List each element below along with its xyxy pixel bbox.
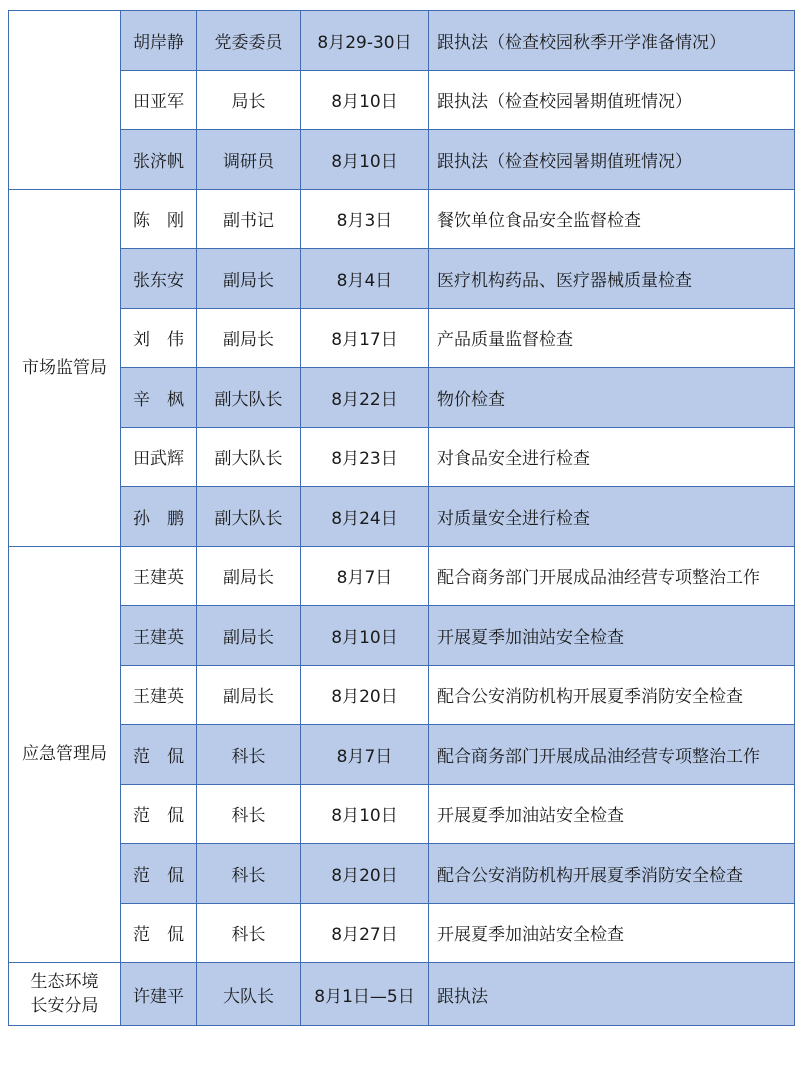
- department-eco-line1: 生态环境: [30, 972, 99, 992]
- table-row: [9, 665, 795, 725]
- position-cell: 副局长: [197, 308, 301, 368]
- position-cell: 局长: [197, 70, 301, 130]
- date-cell: 8月22日: [301, 368, 429, 428]
- date-cell: 8月10日: [301, 70, 429, 130]
- date-cell: 8月10日: [301, 784, 429, 844]
- date-cell: 8月4日: [301, 249, 429, 309]
- name-cell: 范 侃: [121, 903, 197, 963]
- date-cell: 8月10日: [301, 606, 429, 666]
- table-row: [9, 963, 795, 1026]
- name-cell: 胡岸静: [121, 11, 197, 71]
- table-row: [9, 427, 795, 487]
- date-cell: 8月17日: [301, 308, 429, 368]
- task-cell: 开展夏季加油站安全检查: [429, 606, 795, 666]
- name-cell: 王建英: [121, 665, 197, 725]
- position-cell: 科长: [197, 725, 301, 785]
- position-cell: 副局长: [197, 606, 301, 666]
- name-cell: 范 侃: [121, 725, 197, 785]
- date-cell: 8月7日: [301, 725, 429, 785]
- table-row: [9, 487, 795, 547]
- department-eco-line2: 长安分局: [30, 996, 99, 1016]
- name-cell: 范 侃: [121, 844, 197, 904]
- date-cell: 8月24日: [301, 487, 429, 547]
- date-cell: 8月7日: [301, 546, 429, 606]
- name-cell: 辛 枫: [121, 368, 197, 428]
- department-cell-emergency: 应急管理局: [9, 546, 121, 963]
- position-cell: 副大队长: [197, 487, 301, 547]
- date-cell: 8月23日: [301, 427, 429, 487]
- position-cell: 科长: [197, 784, 301, 844]
- table-row: [9, 903, 795, 963]
- task-cell: 物价检查: [429, 368, 795, 428]
- task-cell: 餐饮单位食品安全监督检查: [429, 189, 795, 249]
- task-cell: 跟执法（检查校园秋季开学准备情况）: [429, 11, 795, 71]
- name-cell: 张济帆: [121, 130, 197, 190]
- position-cell: 副局长: [197, 546, 301, 606]
- date-cell: 8月27日: [301, 903, 429, 963]
- date-cell: 8月20日: [301, 665, 429, 725]
- name-cell: 范 侃: [121, 784, 197, 844]
- table-row: [9, 249, 795, 309]
- table-row: [9, 70, 795, 130]
- position-cell: 副书记: [197, 189, 301, 249]
- task-cell: 开展夏季加油站安全检查: [429, 903, 795, 963]
- task-cell: 跟执法（检查校园暑期值班情况）: [429, 130, 795, 190]
- table-row: [9, 368, 795, 428]
- table-row: [9, 725, 795, 785]
- date-cell: 8月10日: [301, 130, 429, 190]
- position-cell: 大队长: [197, 963, 301, 1026]
- position-cell: 副大队长: [197, 368, 301, 428]
- name-cell: 王建英: [121, 606, 197, 666]
- task-cell: 跟执法（检查校园暑期值班情况）: [429, 70, 795, 130]
- name-cell: 刘 伟: [121, 308, 197, 368]
- table-row: [9, 189, 795, 249]
- task-cell: 产品质量监督检查: [429, 308, 795, 368]
- table-row: [9, 844, 795, 904]
- name-cell: 孙 鹏: [121, 487, 197, 547]
- table-row: [9, 11, 795, 71]
- position-cell: 科长: [197, 844, 301, 904]
- task-cell: 开展夏季加油站安全检查: [429, 784, 795, 844]
- position-cell: 党委委员: [197, 11, 301, 71]
- name-cell: 张东安: [121, 249, 197, 309]
- position-cell: 调研员: [197, 130, 301, 190]
- name-cell: 田武辉: [121, 427, 197, 487]
- department-cell-market: 市场监管局: [9, 189, 121, 546]
- date-cell: 8月29-30日: [301, 11, 429, 71]
- task-cell: 对质量安全进行检查: [429, 487, 795, 547]
- date-cell: 8月1日—5日: [301, 963, 429, 1026]
- task-cell: 配合商务部门开展成品油经营专项整治工作: [429, 546, 795, 606]
- department-cell-continued: [9, 11, 121, 190]
- position-cell: 副局长: [197, 665, 301, 725]
- position-cell: 科长: [197, 903, 301, 963]
- task-cell: 配合商务部门开展成品油经营专项整治工作: [429, 725, 795, 785]
- table-row: [9, 546, 795, 606]
- table-row: [9, 130, 795, 190]
- position-cell: 副大队长: [197, 427, 301, 487]
- date-cell: 8月3日: [301, 189, 429, 249]
- name-cell: 许建平: [121, 963, 197, 1026]
- task-cell: 对食品安全进行检查: [429, 427, 795, 487]
- table-row: [9, 606, 795, 666]
- task-cell: 跟执法: [429, 963, 795, 1026]
- position-cell: 副局长: [197, 249, 301, 309]
- name-cell: 田亚军: [121, 70, 197, 130]
- task-cell: 配合公安消防机构开展夏季消防安全检查: [429, 844, 795, 904]
- name-cell: 王建英: [121, 546, 197, 606]
- table-row: [9, 784, 795, 844]
- task-cell: 医疗机构药品、医疗器械质量检查: [429, 249, 795, 309]
- department-cell-eco: [9, 963, 121, 1026]
- date-cell: 8月20日: [301, 844, 429, 904]
- schedule-table: [8, 10, 795, 1026]
- task-cell: 配合公安消防机构开展夏季消防安全检查: [429, 665, 795, 725]
- name-cell: 陈 刚: [121, 189, 197, 249]
- table-row: [9, 308, 795, 368]
